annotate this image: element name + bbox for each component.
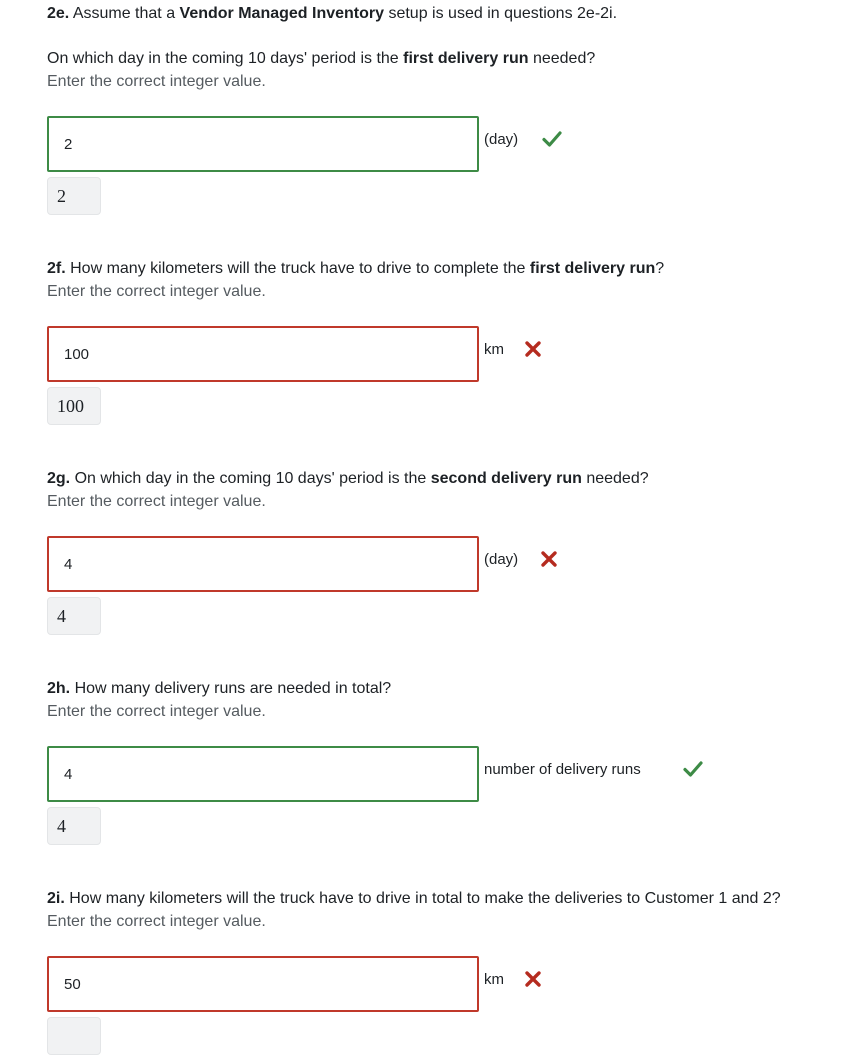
question-text-after: needed? <box>528 50 596 67</box>
answer-preview: 4 <box>47 597 101 635</box>
check-icon <box>682 758 704 780</box>
intro-text-before: Assume that a <box>69 5 180 22</box>
question-text <box>47 888 781 910</box>
question-hint: Enter the correct integer value. <box>47 913 266 930</box>
question-2g <box>0 468 868 668</box>
question-bold: first delivery run <box>529 260 656 277</box>
unit-label: number of delivery runs <box>484 761 641 778</box>
answer-input[interactable] <box>47 956 479 1012</box>
question-number: 2h. <box>47 680 71 697</box>
question-number: 2g. <box>47 470 71 487</box>
answer-preview: 4 <box>47 807 101 845</box>
unit-label: (day) <box>484 551 519 568</box>
intro-text <box>47 4 617 24</box>
unit-label: km <box>484 341 504 358</box>
question-2i <box>0 888 868 1024</box>
question-2e <box>0 48 868 248</box>
question-bold: first delivery run <box>403 50 529 67</box>
question-text-before: How many delivery runs are needed in total? <box>70 680 392 697</box>
question-hint: Enter the correct integer value. <box>47 493 266 510</box>
cross-icon <box>522 968 544 990</box>
answer-input[interactable] <box>47 116 479 172</box>
unit-label: km <box>484 971 504 988</box>
question-text-before: On which day in the coming 10 days' period is the <box>47 50 404 67</box>
question-number: 2i. <box>47 890 65 907</box>
intro-number: 2e. <box>47 5 70 22</box>
question-text <box>47 48 595 70</box>
answer-preview: 100 <box>47 387 101 425</box>
question-text-before: How many kilometers will the truck have to drive to complete the <box>65 260 530 277</box>
unit-label: (day) <box>484 131 519 148</box>
question-2f <box>0 258 868 458</box>
question-text-before: How many kilometers will the truck have to drive in total to make the deliveries to Customer 1 and 2? <box>64 890 781 907</box>
question-hint: Enter the correct integer value. <box>47 283 266 300</box>
question-hint: Enter the correct integer value. <box>47 73 266 90</box>
question-text-after: needed? <box>581 470 649 487</box>
question-text-after: ? <box>655 260 665 277</box>
question-number: 2f. <box>47 260 66 277</box>
answer-input[interactable] <box>47 326 479 382</box>
check-icon <box>541 128 563 150</box>
cross-icon <box>522 338 544 360</box>
question-text <box>47 678 391 700</box>
answer-input[interactable] <box>47 746 479 802</box>
answer-preview <box>47 1017 101 1055</box>
question-hint: Enter the correct integer value. <box>47 703 266 720</box>
cross-icon <box>538 548 560 570</box>
answer-preview: 2 <box>47 177 101 215</box>
intro-bold: Vendor Managed Inventory <box>179 5 385 22</box>
question-text-before: On which day in the coming 10 days' period is the <box>70 470 431 487</box>
answer-input[interactable] <box>47 536 479 592</box>
question-text <box>47 468 649 490</box>
intro-text-after: setup is used in questions 2e-2i. <box>384 5 618 22</box>
question-bold: second delivery run <box>430 470 582 487</box>
question-2h <box>0 678 868 878</box>
question-text <box>47 258 664 280</box>
